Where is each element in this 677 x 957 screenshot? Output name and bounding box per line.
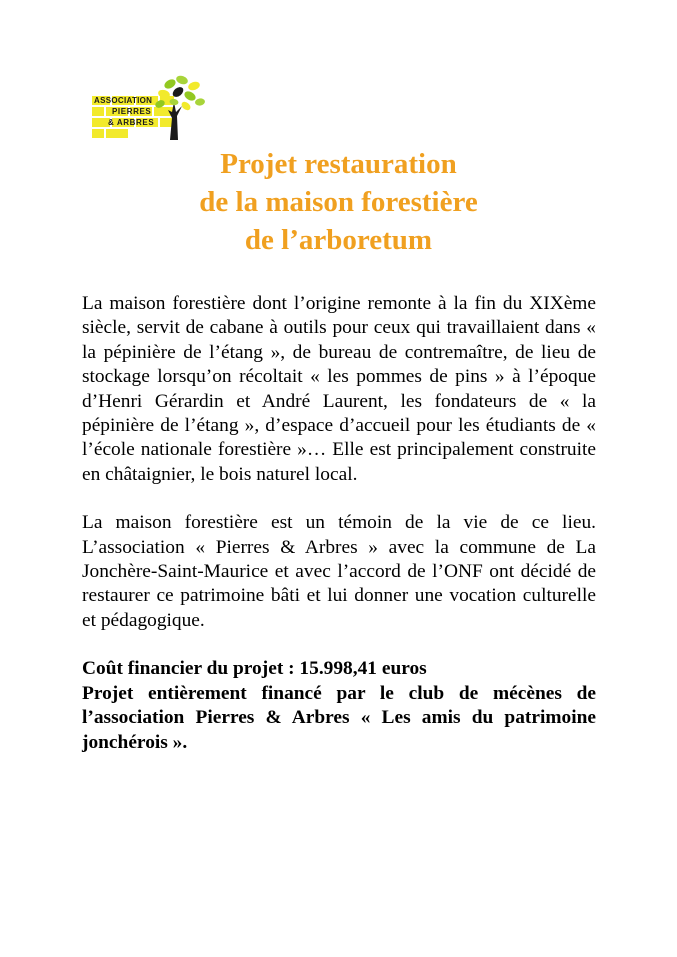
logo-text-line2: PIERRES <box>112 107 152 116</box>
funding-line: Projet entièrement financé par le club de mécènes de l’association Pierres & Arbres « Les amis du patrimoine jonchérois ». <box>82 682 596 753</box>
title-line-3: de l’arboretum <box>244 224 433 256</box>
tree-leaves <box>154 74 206 112</box>
logo-text-line3: & ARBRES <box>108 118 155 127</box>
history-paragraph: La maison forestière dont l’origine remonte à la fin du XIXème siècle, servit de cabane à outils pour ceux qui travaillaient dans « la pépinière de l’étang », de bureau de contremaître, de lieu de stockage lorsqu’on récoltait « les pommes de pins » à l’époque d’Henri Gérardin et André Laurent, les fondateurs de « la pépinière de l’étang », d’espace d’accueil pour les étudiants de « l’école nationale forestière »… Elle est principalement construite en châtaignier, le bois naturel local. <box>82 293 596 485</box>
document-body <box>82 292 596 755</box>
logo-graphic <box>90 72 208 142</box>
project-paragraph: La maison forestière est un témoin de la vie de ce lieu. L’association « Pierres & Arbres » avec la commune de La Jonchère-Saint-Maurice et avec l’accord de l’ONF ont décidé de restaurer ce patrimoine bâti et lui donner une vocation culturelle et pédagogique. <box>82 512 596 631</box>
logo-text-line1: ASSOCIATION <box>94 96 153 105</box>
association-logo <box>90 72 208 142</box>
cost-line: Coût financier du projet : 15.998,41 euros <box>82 658 427 680</box>
page-title <box>0 145 677 259</box>
title-line-1: Projet restauration <box>220 148 457 180</box>
title-line-2: de la maison forestière <box>199 186 478 218</box>
